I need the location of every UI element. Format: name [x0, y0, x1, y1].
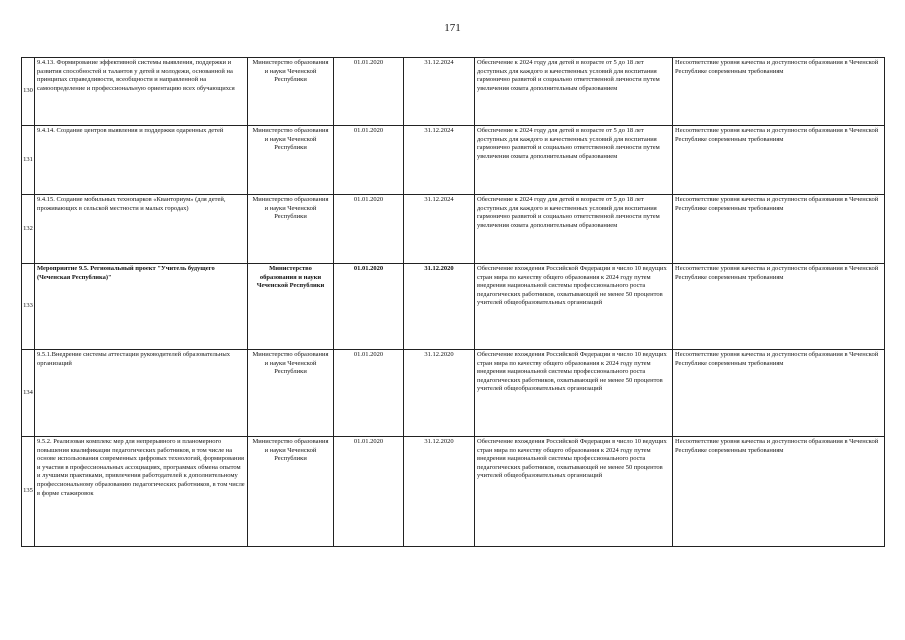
risk-description: Несоответствие уровня качества и доступности образования в Чеченской Республике современным требованиям	[673, 264, 885, 350]
row-number: 130	[22, 58, 35, 126]
start-date: 01.01.2020	[334, 350, 404, 437]
responsible-org: Министерство образования и науки Чеченской Республики	[248, 58, 334, 126]
responsible-org: Министерство образования и науки Чеченской Республики	[248, 195, 334, 264]
table-row	[22, 350, 885, 437]
end-date: 31.12.2020	[404, 350, 475, 437]
row-number: 135	[22, 437, 35, 547]
table-row	[22, 126, 885, 195]
start-date: 01.01.2020	[334, 58, 404, 126]
end-date: 31.12.2020	[404, 437, 475, 547]
measure-name: Мероприятие 9.5. Региональный проект "Учитель будущего (Чеченская Республика)"	[35, 264, 248, 350]
risk-description: Несоответствие уровня качества и доступности образования в Чеченской Республике современным требованиям	[673, 437, 885, 547]
risk-description: Несоответствие уровня качества и доступности образования в Чеченской Республике современным требованиям	[673, 58, 885, 126]
expected-result: Обеспечение вхождения Российской Федерации в число 10 ведущих стран мира по качеству общего образования к 2024 году путем внедрения национальной системы профессионального роста педагогических работников, охватывающей не менее 50 процентов учителей общеобразовательных организаций	[475, 350, 673, 437]
table-row	[22, 437, 885, 547]
table-row	[22, 195, 885, 264]
risk-description: Несоответствие уровня качества и доступности образования в Чеченской Республике современным требованиям	[673, 350, 885, 437]
expected-result: Обеспечение к 2024 году для детей в возрасте от 5 до 18 лет доступных для каждого и качественных условий для воспитания гармонично развитой и социально ответственной личности путем увеличения охвата дополнительным образованием	[475, 58, 673, 126]
responsible-org: Министерство образования и науки Чеченской Республики	[248, 350, 334, 437]
end-date: 31.12.2024	[404, 126, 475, 195]
page-number: 171	[444, 22, 461, 34]
program-table	[21, 57, 885, 547]
responsible-org: Министерство образования и науки Чеченской Республики	[248, 126, 334, 195]
table-row	[22, 264, 885, 350]
end-date: 31.12.2024	[404, 195, 475, 264]
expected-result: Обеспечение к 2024 году для детей в возрасте от 5 до 18 лет доступных для каждого и качественных условий для воспитания гармонично развитой и социально ответственной личности путем увеличения охвата дополнительным образованием	[475, 126, 673, 195]
start-date: 01.01.2020	[334, 126, 404, 195]
start-date: 01.01.2020	[334, 264, 404, 350]
row-number: 131	[22, 126, 35, 195]
expected-result: Обеспечение вхождения Российской Федерации в число 10 ведущих стран мира по качеству общего образования к 2024 году путем внедрения национальной системы профессионального роста педагогических работников, охватывающей не менее 50 процентов учителей общеобразовательных организаций	[475, 264, 673, 350]
expected-result: Обеспечение к 2024 году для детей в возрасте от 5 до 18 лет доступных для каждого и качественных условий для воспитания гармонично развитой и социально ответственной личности путем увеличения охвата дополнительным образованием	[475, 195, 673, 264]
measure-name: 9.4.14. Создание центров выявления и поддержки одаренных детей	[35, 126, 248, 195]
risk-description: Несоответствие уровня качества и доступности образования в Чеченской Республике современным требованиям	[673, 195, 885, 264]
start-date: 01.01.2020	[334, 195, 404, 264]
responsible-org: Министерство образования и науки Чеченской Республики	[248, 264, 334, 350]
measure-name: 9.4.13. Формирование эффективной системы выявления, поддержки и развития способностей и талантов у детей и молодежи, основанной на принципах справедливости, всеобщности и направленной на самоопределение и профессиональную ориентацию всех обучающихся	[35, 58, 248, 126]
start-date: 01.01.2020	[334, 437, 404, 547]
measure-name: 9.5.2. Реализован комплекс мер для непрерывного и планомерного повышения квалификации педагогических работников, в том числе на основе использования современных цифровых технологий, формирования и участия в профессиональных ассоциациях, программах обмена опытом и лучшими практиками, привлечения работодателей к дополнительному профессиональному образованию педагогических работников, в том числе в форме стажировок	[35, 437, 248, 547]
end-date: 31.12.2024	[404, 58, 475, 126]
row-number: 132	[22, 195, 35, 264]
risk-description: Несоответствие уровня качества и доступности образования в Чеченской Республике современным требованиям	[673, 126, 885, 195]
measure-name: 9.4.15. Создание мобильных технопарков «Кванториум» (для детей, проживающих в сельской местности и малых городах)	[35, 195, 248, 264]
expected-result: Обеспечение вхождения Российской Федерации в число 10 ведущих стран мира по качеству общего образования к 2024 году путем внедрения национальной системы профессионального роста педагогических работников, охватывающей не менее 50 процентов учителей общеобразовательных организаций	[475, 437, 673, 547]
end-date: 31.12.2020	[404, 264, 475, 350]
responsible-org: Министерство образования и науки Чеченской Республики	[248, 437, 334, 547]
measure-name: 9.5.1.Внедрение системы аттестации руководителей образовательных организаций	[35, 350, 248, 437]
row-number: 133	[22, 264, 35, 350]
row-number: 134	[22, 350, 35, 437]
table-row	[22, 58, 885, 126]
